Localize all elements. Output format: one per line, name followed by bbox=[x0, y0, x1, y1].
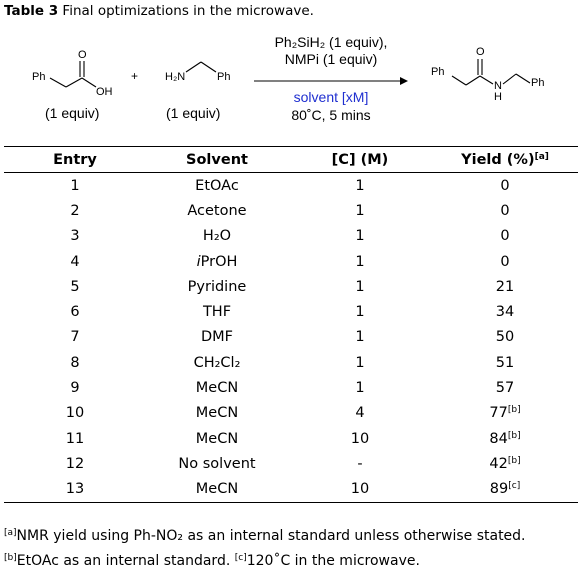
reactant1-bonds bbox=[50, 61, 96, 87]
caption-text: Final optimizations in the microwave. bbox=[62, 3, 314, 19]
plus-sign: + bbox=[131, 69, 139, 83]
table-row: 5 Pyridine 1 21 bbox=[70, 278, 515, 295]
condition-temperature: 80˚C, 5 mins bbox=[291, 107, 371, 123]
reactant2-equiv: (1 equiv) bbox=[166, 105, 221, 121]
caption-label: Table 3 bbox=[4, 3, 59, 19]
reactant1-ph-label: Ph bbox=[32, 71, 46, 83]
reactant2-ph-label: Ph bbox=[217, 71, 231, 83]
table-row: 6 THF 1 34 bbox=[70, 304, 515, 321]
product-n-label: N bbox=[494, 80, 502, 92]
table-row: 10 MeCN 4 77[b] bbox=[65, 405, 521, 422]
table-row: 13 MeCN 10 89[c] bbox=[4, 477, 578, 503]
table-row: 12 No solvent - 42[b] bbox=[65, 455, 521, 472]
condition-reagent-2: NMPi (1 equiv) bbox=[284, 51, 378, 67]
reactant2-bonds bbox=[186, 62, 216, 72]
footnote-b-mark: [b] bbox=[4, 553, 17, 563]
reactant2-h2n-label: H₂N bbox=[165, 71, 186, 83]
optimization-table bbox=[4, 146, 578, 503]
product-ph1-label: Ph bbox=[431, 66, 445, 78]
condition-solvent: solvent [xM] bbox=[293, 89, 369, 105]
table-row: 2 Acetone 1 0 bbox=[70, 202, 510, 219]
header-yield-note: [a] bbox=[534, 151, 549, 162]
table-row: 3 H₂O 1 0 bbox=[70, 228, 510, 245]
table-footnotes bbox=[4, 522, 584, 572]
header-concentration: [C] (M) bbox=[288, 147, 432, 173]
header-entry: Entry bbox=[4, 147, 146, 173]
reaction-arrow bbox=[254, 77, 408, 85]
footnote-a-text: NMR yield using Ph-NO₂ as an internal standard unless otherwise stated. bbox=[16, 528, 526, 544]
table-row: 9 MeCN 1 57 bbox=[70, 380, 515, 397]
reaction-scheme bbox=[0, 25, 585, 145]
footnote-c-text: 120˚C in the microwave. bbox=[246, 553, 420, 569]
table-row: 8 CH₂Cl₂ 1 51 bbox=[70, 354, 515, 371]
table-row: 11 MeCN 10 84[b] bbox=[65, 430, 521, 447]
footnote-c-mark: [c] bbox=[234, 553, 247, 563]
footnote-b-text: EtOAc as an internal standard. bbox=[16, 553, 231, 569]
product-h-label: H bbox=[494, 91, 502, 103]
table-row: 1 EtOAc 1 0 bbox=[70, 177, 510, 194]
header-yield: Yield (%)[a] bbox=[432, 147, 578, 173]
condition-reagent-1: Ph₂SiH₂ (1 equiv), bbox=[274, 34, 388, 50]
table-header-row bbox=[4, 147, 578, 173]
header-solvent: Solvent bbox=[146, 147, 288, 173]
reactant1-equiv: (1 equiv) bbox=[45, 105, 100, 121]
table-caption bbox=[4, 3, 314, 19]
reactant1-o-label: O bbox=[78, 49, 87, 61]
table-row: 4 iPrOH 1 0 bbox=[4, 249, 578, 274]
footnote-a-mark: [a] bbox=[4, 528, 17, 538]
product-o-label: O bbox=[476, 46, 485, 58]
reactant1-oh-label: OH bbox=[96, 86, 113, 98]
solvent-iproh: iPrOH bbox=[196, 253, 238, 270]
product-bonds bbox=[452, 59, 530, 85]
product-ph2-label: Ph bbox=[531, 77, 545, 89]
table-row: 7 DMF 1 50 bbox=[70, 329, 515, 346]
